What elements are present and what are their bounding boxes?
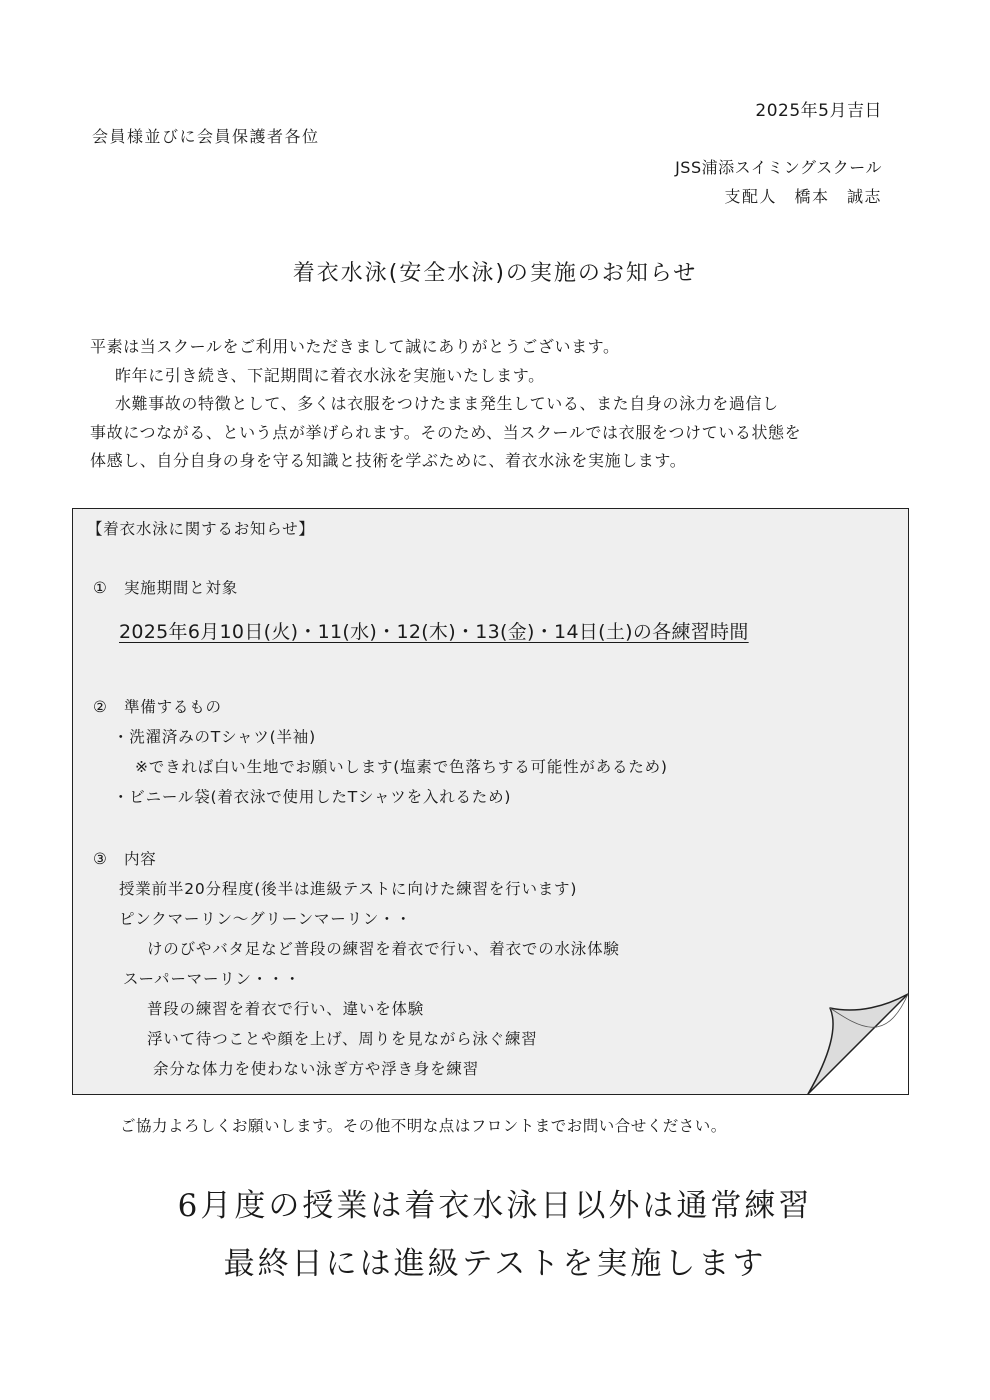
period-text: 2025年6月10日(火)・11(水)・12(木)・13(金)・14日(土)の各練習時間 (119, 621, 749, 643)
content-line: けのびやバタ足など普段の練習を着衣で行い、着衣での水泳体験 (147, 940, 620, 958)
content-line: ピンクマーリン〜グリーンマーリン・・ (119, 910, 412, 928)
recipient-line: 会員様並びに会員保護者各位 (92, 127, 320, 146)
page-curl-icon (800, 984, 910, 1096)
content-line: 余分な体力を使わない泳ぎ方や浮き身を練習 (153, 1060, 480, 1078)
intro-line: 事故につながる、という点が挙げられます。そのため、当スクールでは衣服をつけている状態を (90, 422, 802, 442)
section-title: ③ 内容 (93, 850, 157, 868)
list-item: ・洗濯済みのTシャツ(半袖) (113, 728, 316, 746)
announcement-promotion-test: 最終日には進級テストを実施します (223, 1246, 767, 1282)
intro-line: 体感し、自分自身の身を守る知識と技術を学ぶために、着衣水泳を実施します。 (90, 451, 687, 470)
intro-paragraph (90, 333, 801, 476)
closing-note: ご協力よろしくお願いします。その他不明な点はフロントまでお問い合せください。 (120, 1117, 727, 1135)
content-line: 浮いて待つことや顔を上げ、周りを見ながら泳ぐ練習 (147, 1030, 538, 1048)
content-line: 普段の練習を着衣で行い、違いを体験 (147, 1000, 425, 1018)
intro-line: 昨年に引き続き、下記期間に着衣水泳を実施いたします。 (115, 365, 545, 385)
section-title: ① 実施期間と対象 (93, 579, 239, 597)
section-title: ② 準備するもの (93, 698, 222, 716)
notice-heading: 【着衣水泳に関するお知らせ】 (87, 520, 315, 538)
content-line: 授業前半20分程度(後半は進級テストに向けた練習を行います) (119, 880, 578, 898)
page-title: 着衣水泳(安全水泳)の実施のお知らせ (292, 261, 698, 286)
sender-organization: JSS浦添スイミングスクール (675, 158, 882, 177)
list-item-note: ※できれば白い生地でお願いします(塩素で色落ちする可能性があるため) (135, 758, 668, 776)
notice-box (72, 508, 909, 1095)
document-date: 2025年5月吉日 (755, 101, 882, 121)
intro-line: 水難事故の特徴として、多くは衣服をつけたまま発生している、また自身の泳力を過信し (115, 394, 779, 413)
content-line: スーパーマーリン・・・ (123, 970, 301, 988)
announcement-regular-practice: 6月度の授業は着衣水泳日以外は通常練習 (177, 1188, 813, 1224)
list-item: ・ビニール袋(着衣泳で使用したTシャツを入れるため) (113, 788, 512, 806)
sender-name: 支配人 橋本 誠志 (724, 187, 882, 206)
intro-line: 平素は当スクールをご利用いただきまして誠にありがとうございます。 (90, 337, 620, 356)
